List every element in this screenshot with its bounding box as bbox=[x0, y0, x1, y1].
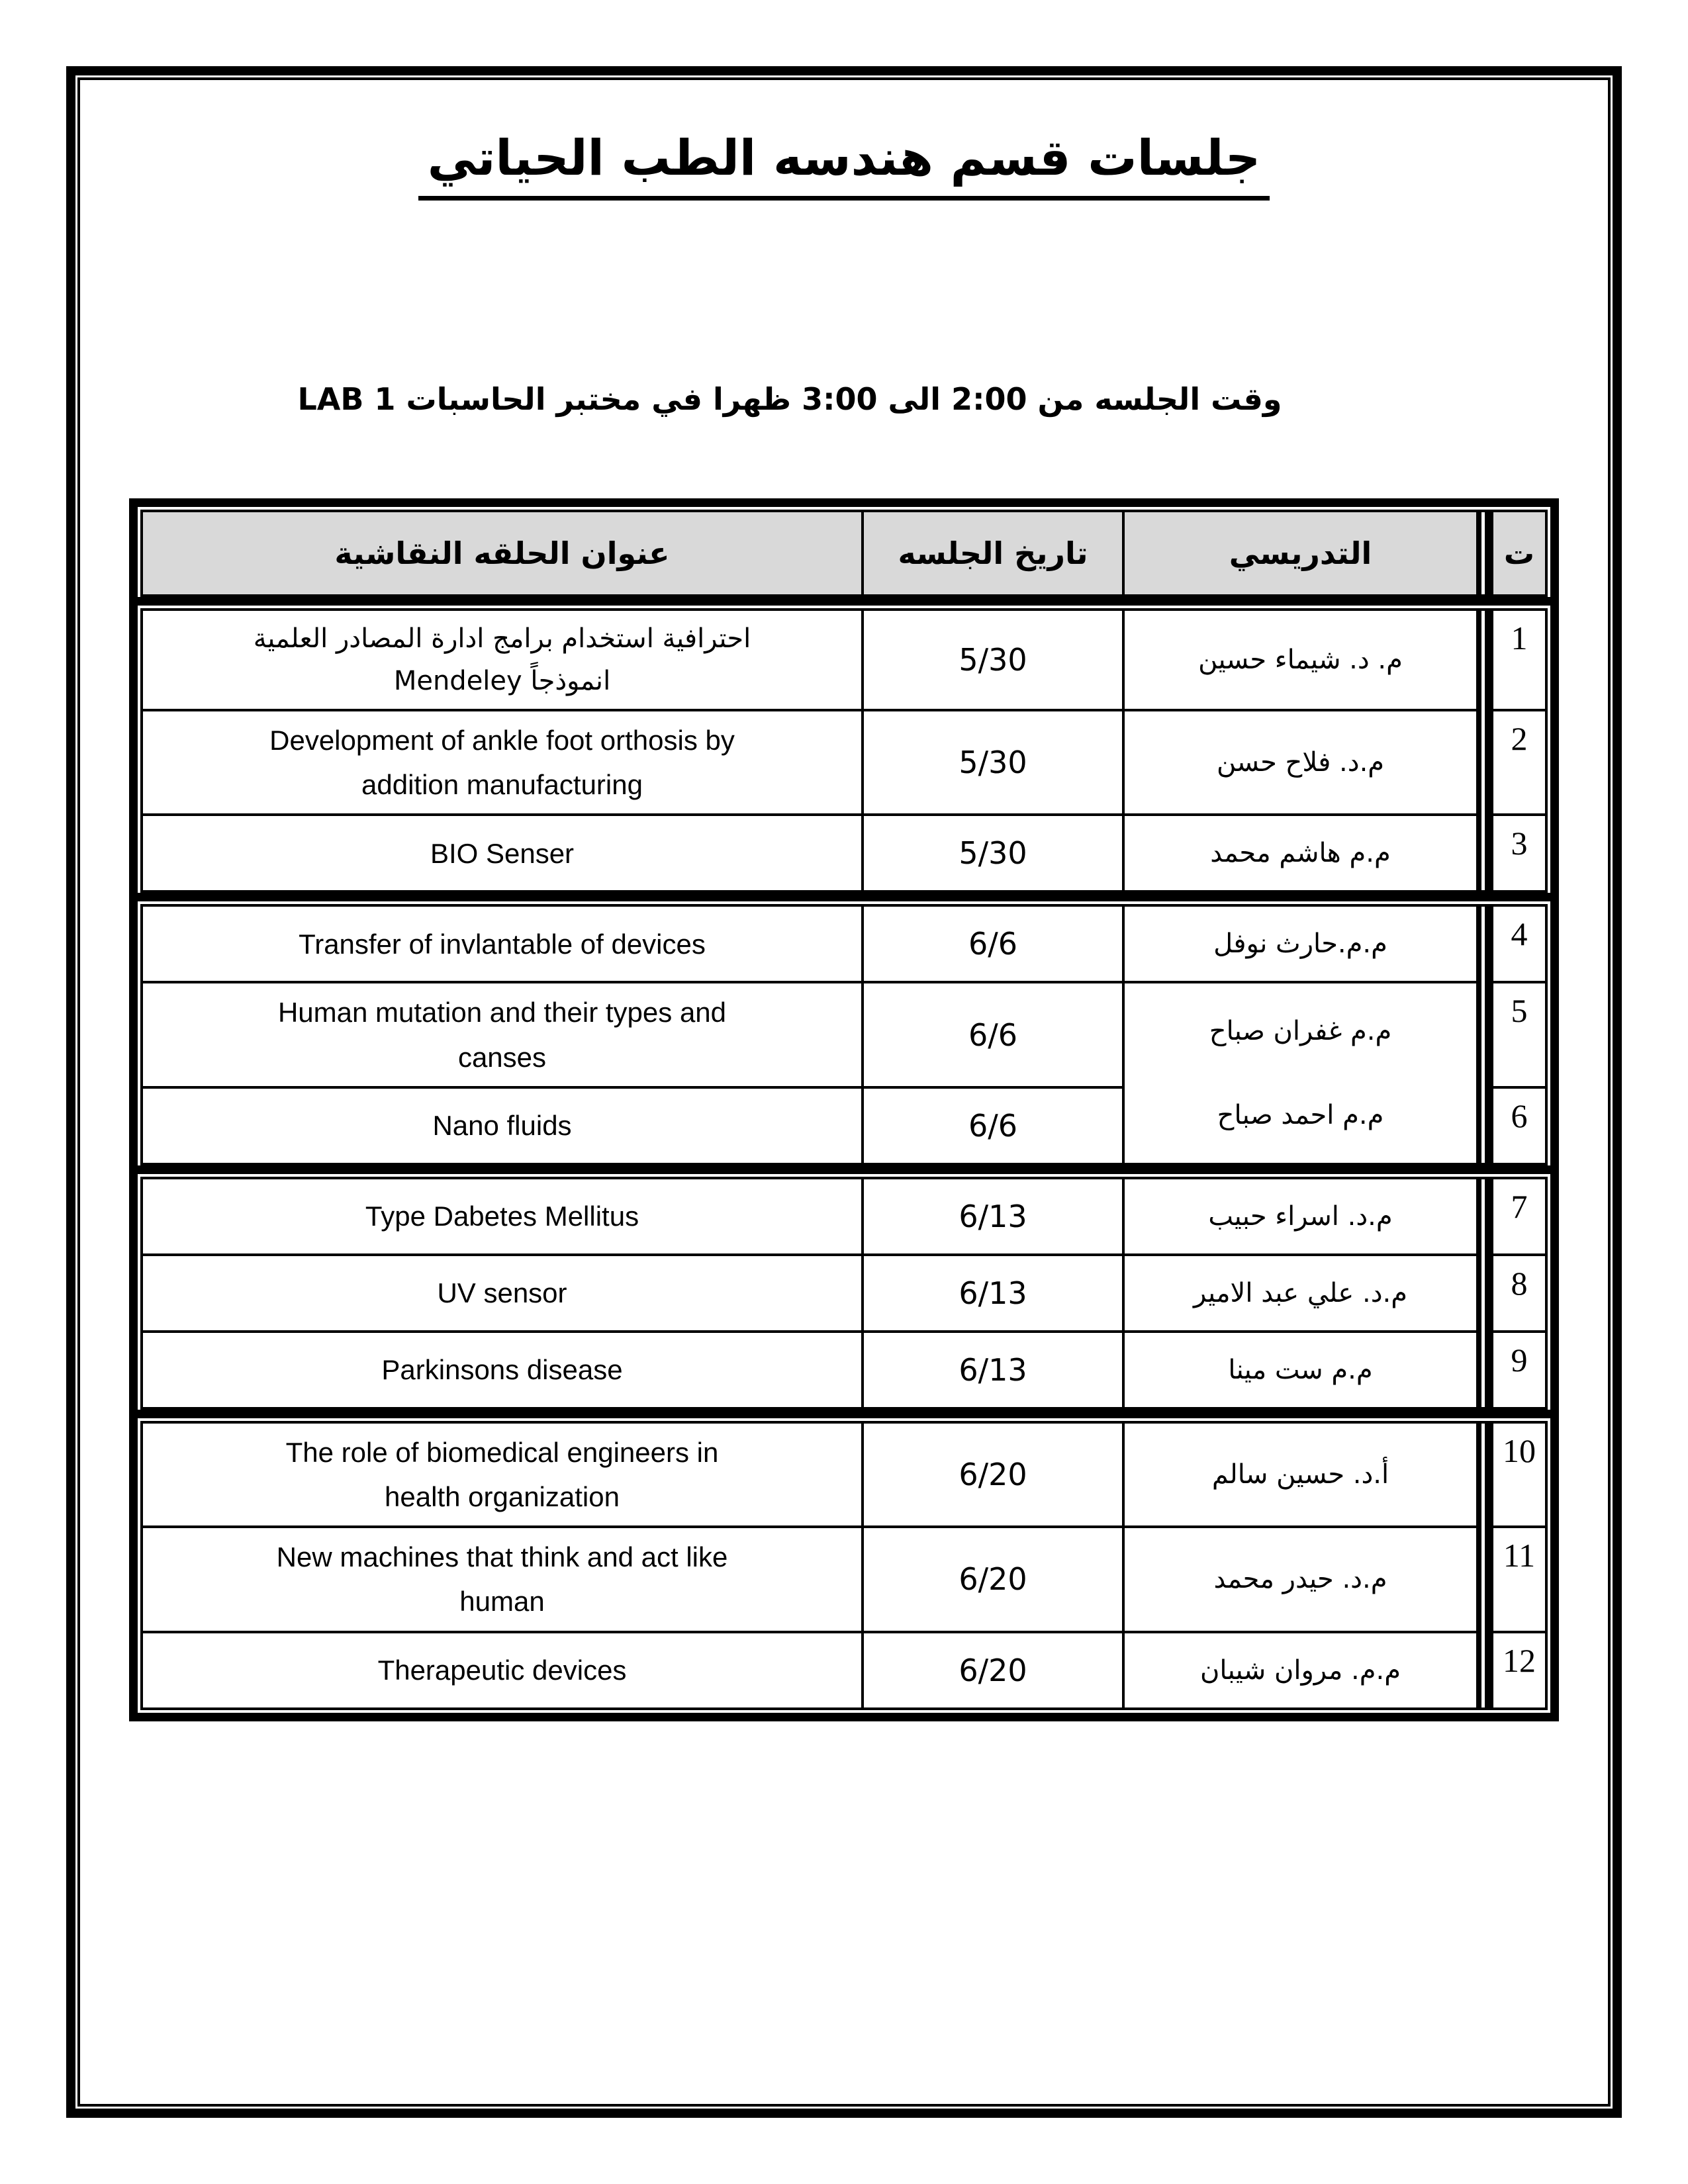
session-date-cell: 5/30 bbox=[959, 745, 1027, 781]
seminar-title-cell bbox=[143, 711, 861, 813]
row-divider bbox=[143, 1086, 1125, 1089]
title-line: The role of biomedical engineers in bbox=[285, 1436, 719, 1468]
instructor-cell: م.م. مروان شيبان bbox=[1200, 1655, 1401, 1686]
session-date-cell: 5/30 bbox=[959, 642, 1027, 678]
title-line: UV sensor bbox=[437, 1277, 567, 1309]
row-divider bbox=[143, 1631, 1545, 1633]
title-line: احترافية استخدام برامج ادارة المصادر العلمية bbox=[253, 623, 751, 654]
column-divider bbox=[1122, 611, 1125, 890]
instructor-cell: م.م.حارث نوفل bbox=[1213, 929, 1387, 960]
row-number-cell: 5 bbox=[1511, 992, 1528, 1030]
title-line: Human mutation and their types and bbox=[277, 997, 727, 1028]
session-date-cell: 6/6 bbox=[968, 926, 1018, 962]
group-separator bbox=[138, 1410, 1550, 1418]
session-date-cell: 6/13 bbox=[959, 1351, 1027, 1388]
seminar-title-cell bbox=[143, 1633, 861, 1707]
seminar-title-cell bbox=[143, 816, 861, 890]
title-line: human bbox=[459, 1586, 545, 1617]
instructor-cell: م.م هاشم محمد bbox=[1210, 838, 1391, 869]
header-number-cell: ت bbox=[1493, 512, 1545, 594]
title-line: BIO Senser bbox=[430, 837, 575, 869]
row-number-cell: 4 bbox=[1511, 915, 1528, 953]
seminar-title-cell bbox=[143, 983, 861, 1085]
row-divider bbox=[143, 813, 1545, 816]
seminar-title-cell bbox=[143, 1333, 861, 1407]
instructor-cell: م.د. اسراء حبيب bbox=[1208, 1201, 1393, 1232]
double-column-divider bbox=[1476, 611, 1493, 890]
seminar-title-cell bbox=[143, 1256, 861, 1330]
title-line: Parkinsons disease bbox=[381, 1354, 623, 1386]
column-divider bbox=[861, 512, 864, 594]
group-separator bbox=[138, 893, 1550, 901]
row-divider bbox=[143, 1253, 1545, 1256]
instructor-name: م.م احمد صباح bbox=[1217, 1100, 1384, 1131]
session-date-cell: 6/20 bbox=[959, 1652, 1027, 1688]
session-date-cell: 5/30 bbox=[959, 835, 1027, 872]
header-instructor-cell: التدريسي bbox=[1125, 512, 1476, 594]
seminar-title-cell bbox=[143, 1424, 861, 1525]
column-divider bbox=[861, 907, 864, 1162]
title-line: health organization bbox=[385, 1480, 620, 1512]
row-divider bbox=[143, 709, 1545, 711]
session-date-cell: 6/20 bbox=[959, 1561, 1027, 1598]
title-line: Development of ankle foot orthosis by bbox=[269, 725, 735, 756]
row-divider bbox=[143, 981, 1545, 983]
schedule-table bbox=[129, 498, 1559, 1721]
column-divider bbox=[1122, 1424, 1125, 1707]
title-line: Type Dabetes Mellitus bbox=[365, 1201, 639, 1232]
session-date-cell: 6/13 bbox=[959, 1198, 1027, 1234]
column-divider bbox=[861, 1179, 864, 1407]
row-number-cell: 2 bbox=[1511, 720, 1528, 757]
row-number-cell: 7 bbox=[1511, 1187, 1528, 1225]
table-group-3 bbox=[140, 1177, 1548, 1410]
table-group-2 bbox=[140, 904, 1548, 1165]
row-number-cell: 9 bbox=[1511, 1341, 1528, 1379]
title-line: Nano fluids bbox=[432, 1110, 572, 1142]
row-number-cell: 6 bbox=[1511, 1097, 1528, 1134]
double-column-divider bbox=[1476, 1424, 1493, 1707]
double-column-divider bbox=[1476, 1179, 1493, 1407]
seminar-title-cell bbox=[143, 611, 861, 709]
row-number-cell: 12 bbox=[1503, 1641, 1536, 1679]
title-line: Therapeutic devices bbox=[377, 1654, 627, 1686]
column-divider bbox=[861, 611, 864, 890]
instructor-cell: أ.د. حسين سالم bbox=[1211, 1459, 1389, 1490]
seminar-title-cell bbox=[143, 1179, 861, 1253]
row-divider bbox=[143, 1330, 1545, 1333]
seminar-title-cell bbox=[143, 1089, 861, 1163]
session-date-cell: 6/13 bbox=[959, 1275, 1027, 1311]
column-divider bbox=[1122, 1179, 1125, 1407]
double-column-divider bbox=[1476, 907, 1493, 1162]
group-separator bbox=[138, 1165, 1550, 1174]
header-seminar-title-cell: عنوان الحلقه النقاشية bbox=[143, 512, 861, 594]
column-divider bbox=[1122, 512, 1125, 594]
instructor-cell: م.د. فلاح حسن bbox=[1216, 747, 1385, 778]
column-divider bbox=[1122, 907, 1125, 1162]
row-number-cell: 1 bbox=[1511, 619, 1528, 657]
title-line: New machines that think and act like bbox=[276, 1541, 728, 1573]
session-date-cell: 6/6 bbox=[968, 1017, 1018, 1053]
session-date-cell: 6/20 bbox=[959, 1456, 1027, 1492]
row-number-cell: 3 bbox=[1511, 825, 1528, 862]
session-info bbox=[0, 381, 1688, 417]
column-divider bbox=[861, 1424, 864, 1707]
row-number-cell: 10 bbox=[1503, 1432, 1536, 1469]
row-divider bbox=[1493, 1086, 1545, 1089]
row-number-cell: 8 bbox=[1511, 1264, 1528, 1302]
group-separator bbox=[138, 597, 1550, 606]
table-body bbox=[140, 597, 1548, 1710]
instructor-cell: م. د. شيماء حسين bbox=[1198, 645, 1403, 675]
title-line: انموذجاً Mendeley bbox=[393, 666, 611, 696]
row-number-cell: 11 bbox=[1503, 1537, 1536, 1574]
seminar-title-cell bbox=[143, 1528, 861, 1630]
table-group-4 bbox=[140, 1421, 1548, 1710]
header-session-date-cell: تاريخ الجلسه bbox=[864, 512, 1122, 594]
double-column-divider bbox=[1476, 512, 1493, 594]
page-title bbox=[0, 130, 1688, 201]
instructor-cell: م.د. علي عبد الامير bbox=[1193, 1277, 1408, 1308]
title-line: canses bbox=[457, 1041, 547, 1073]
session-date-cell: 6/6 bbox=[968, 1107, 1018, 1144]
title-line: addition manufacturing bbox=[361, 769, 643, 801]
row-divider bbox=[143, 1525, 1545, 1528]
session-info-text: وقت الجلسه من 2:00 الى 3:00 ظهرا في مختبر الحاسبات LAB 1 bbox=[297, 381, 1282, 417]
title-line: Transfer of invlantable of devices bbox=[299, 928, 706, 960]
table-header-row bbox=[140, 510, 1548, 597]
page-title-text: جلسات قسم هندسه الطب الحياتي bbox=[418, 130, 1270, 201]
instructor-name: م.م غفران صباح bbox=[1209, 1015, 1392, 1046]
table-group-1 bbox=[140, 608, 1548, 893]
seminar-title-cell bbox=[143, 907, 861, 981]
instructor-cell bbox=[1125, 983, 1476, 1162]
instructor-cell: م.م ست مينا bbox=[1228, 1354, 1373, 1385]
instructor-cell: م.د. حيدر محمد bbox=[1213, 1564, 1387, 1595]
